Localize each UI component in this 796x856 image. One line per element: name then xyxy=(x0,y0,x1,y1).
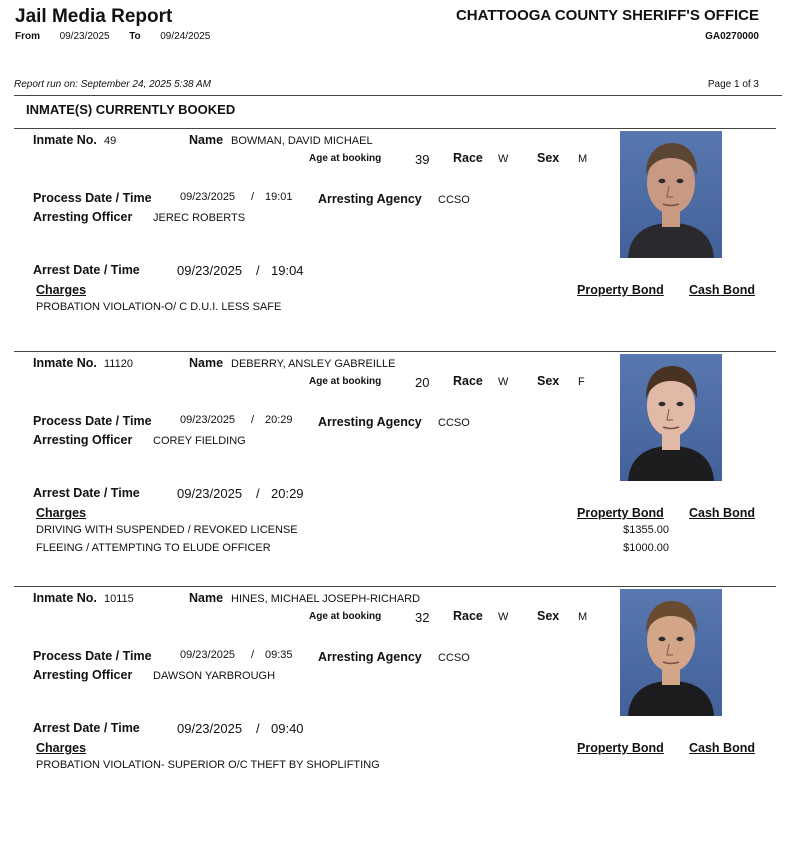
agency-label: Arresting Agency xyxy=(318,415,422,429)
cash-bond-header: Cash Bond xyxy=(689,506,755,520)
from-label: From xyxy=(15,31,40,42)
name-label: Name xyxy=(189,591,224,605)
officer-value: JEREC ROBERTS xyxy=(153,212,246,224)
process-label: Process Date / Time xyxy=(33,191,152,205)
agency-value: CCSO xyxy=(438,417,470,429)
date-range xyxy=(15,31,210,42)
name-value: BOWMAN, DAVID MICHAEL xyxy=(231,135,373,147)
arrest-label: Arrest Date / Time xyxy=(33,721,140,735)
charge-text: FLEEING / ATTEMPTING TO ELUDE OFFICER xyxy=(36,542,271,554)
officer-value: COREY FIELDING xyxy=(153,435,246,447)
arrest-time: 20:29 xyxy=(271,486,304,501)
age-value: 20 xyxy=(415,375,430,390)
inmate-no-label: Inmate No. xyxy=(33,133,97,147)
mugshot-image xyxy=(620,131,722,258)
record-divider xyxy=(14,586,776,587)
arrest-time: 19:04 xyxy=(271,263,304,278)
property-bond-amount: $1355.00 xyxy=(623,524,669,536)
race-label: Race xyxy=(453,151,483,165)
inmate-no-value: 49 xyxy=(104,135,117,147)
property-bond-amount: $1000.00 xyxy=(623,542,669,554)
booking-photo xyxy=(620,589,722,716)
arrest-time: 09:40 xyxy=(271,721,304,736)
report-run-on xyxy=(14,79,211,90)
agency-label: Arresting Agency xyxy=(318,192,422,206)
process-slash: / xyxy=(251,414,255,426)
officer-label: Arresting Officer xyxy=(33,210,133,224)
sex-label: Sex xyxy=(537,374,560,388)
from-date: 09/23/2025 xyxy=(59,31,110,42)
cash-bond-header: Cash Bond xyxy=(689,741,755,755)
process-date: 09/23/2025 xyxy=(180,191,236,203)
name-value: DEBERRY, ANSLEY GABREILLE xyxy=(231,358,396,370)
charge-text: DRIVING WITH SUSPENDED / REVOKED LICENSE xyxy=(36,524,298,536)
property-bond-header: Property Bond xyxy=(577,283,664,297)
arrest-slash: / xyxy=(256,721,260,736)
sex-value: F xyxy=(578,376,585,388)
booking-photo xyxy=(620,131,722,258)
cash-bond-header: Cash Bond xyxy=(689,283,755,297)
process-time: 09:35 xyxy=(265,649,293,661)
process-date: 09/23/2025 xyxy=(180,649,236,661)
race-value: W xyxy=(498,611,509,623)
process-time: 19:01 xyxy=(265,191,293,203)
charges-label: Charges xyxy=(36,506,87,520)
run-label: Report run on: xyxy=(14,79,78,90)
charge-text: PROBATION VIOLATION-O/ C D.U.I. LESS SAFE xyxy=(36,301,282,313)
name-value: HINES, MICHAEL JOSEPH-RICHARD xyxy=(231,593,421,605)
name-label: Name xyxy=(189,356,224,370)
mugshot-image xyxy=(620,354,722,481)
arrest-slash: / xyxy=(256,486,260,501)
process-label: Process Date / Time xyxy=(33,649,152,663)
report-title: Jail Media Report xyxy=(15,6,173,27)
arrest-date: 09/23/2025 xyxy=(177,263,243,278)
age-label: Age at booking xyxy=(309,611,382,622)
process-time: 20:29 xyxy=(265,414,293,426)
arrest-slash: / xyxy=(256,263,260,278)
agency-value: CCSO xyxy=(438,652,470,664)
age-value: 32 xyxy=(415,610,430,625)
arrest-label: Arrest Date / Time xyxy=(33,263,140,277)
process-date: 09/23/2025 xyxy=(180,414,236,426)
officer-value: DAWSON YARBROUGH xyxy=(153,670,276,682)
booking-photo xyxy=(620,354,722,481)
arrest-date: 09/23/2025 xyxy=(177,721,243,736)
arrest-date: 09/23/2025 xyxy=(177,486,243,501)
race-label: Race xyxy=(453,374,483,388)
record-divider xyxy=(14,128,776,129)
inmate-no-label: Inmate No. xyxy=(33,591,97,605)
sex-label: Sex xyxy=(537,151,560,165)
race-value: W xyxy=(498,376,509,388)
charges-label: Charges xyxy=(36,741,87,755)
process-label: Process Date / Time xyxy=(33,414,152,428)
charges-label: Charges xyxy=(36,283,87,297)
race-value: W xyxy=(498,153,509,165)
mugshot-image xyxy=(620,589,722,716)
agency-value: CCSO xyxy=(438,194,470,206)
run-date: September 24, 2025 5:38 AM xyxy=(80,79,211,90)
section-title: INMATE(S) CURRENTLY BOOKED xyxy=(26,102,236,117)
race-label: Race xyxy=(453,609,483,623)
agency-code: GA0270000 xyxy=(705,31,759,42)
sex-value: M xyxy=(578,153,588,165)
age-label: Age at booking xyxy=(309,153,382,164)
inmate-no-value: 10115 xyxy=(104,593,134,605)
inmate-no-value: 11120 xyxy=(104,358,133,370)
officer-label: Arresting Officer xyxy=(33,433,133,447)
to-date: 09/24/2025 xyxy=(160,31,211,42)
charge-text: PROBATION VIOLATION- SUPERIOR O/C THEFT BY SHOPLIFTING xyxy=(36,759,380,771)
officer-label: Arresting Officer xyxy=(33,668,133,682)
sex-value: M xyxy=(578,611,588,623)
age-label: Age at booking xyxy=(309,376,382,387)
process-slash: / xyxy=(251,191,255,203)
property-bond-header: Property Bond xyxy=(577,506,664,520)
name-label: Name xyxy=(189,133,224,147)
page-number: Page 1 of 3 xyxy=(707,79,759,90)
property-bond-header: Property Bond xyxy=(577,741,664,755)
inmate-no-label: Inmate No. xyxy=(33,356,97,370)
to-label: To xyxy=(129,31,141,42)
arrest-label: Arrest Date / Time xyxy=(33,486,140,500)
header-divider xyxy=(14,95,782,96)
sex-label: Sex xyxy=(537,609,560,623)
agency-name: CHATTOOGA COUNTY SHERIFF'S OFFICE xyxy=(455,7,759,24)
process-slash: / xyxy=(251,649,255,661)
age-value: 39 xyxy=(415,152,430,167)
agency-label: Arresting Agency xyxy=(318,650,422,664)
record-divider xyxy=(14,351,776,352)
